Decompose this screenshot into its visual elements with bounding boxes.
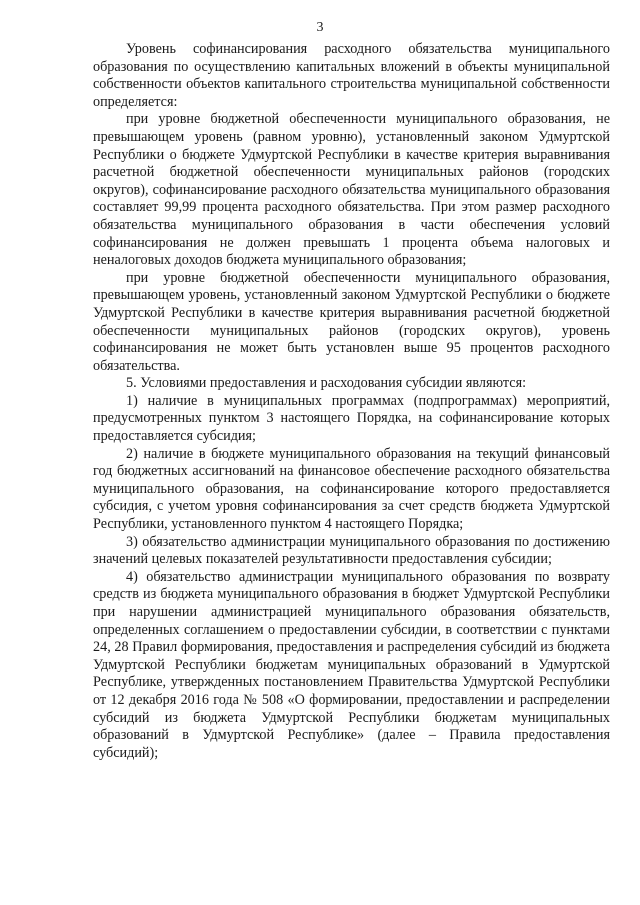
paragraph-cofinancing-level: Уровень софинансирования расходного обязательства муниципального образования по осуществлению капитальных вложений в объекты муниципальной собственности объектов капитального строительства муниципальной собственности определяется: <box>93 41 610 110</box>
paragraph-condition-4: 4) обязательство администрации муниципального образования по возврату средств из бюджета муниципального образования в бюджет Удмуртской Республики при нарушении администрацией муниципального образования обязательств, определенных соглашением о предоставлении субсидии, в соответствии с пунктами 24, 28 Правил формирования, предоставления и распределения субсидий из бюджета Удмуртской Республики бюджетам муниципальных образований в Удмуртской Республике, утвержденных постановлением Правительства Удмуртской Республики от 12 декабря 2016 года № 508 «О формировании, предоставлении и распределении субсидий из бюджета Удмуртской Республики бюджетам муниципальных образований в Удмуртской Республике» (далее – Правила предоставления субсидий); <box>93 568 610 761</box>
paragraph-condition-2: 2) наличие в бюджете муниципального образования на текущий финансовый год бюджетных ассигнований на финансовое обеспечение расходного обязательства муниципального образования, на софинансирование которого предоставляется субсидия, с учетом уровня софинансирования за счет средств бюджета Удмуртской Республики, установленного пунктом 4 настоящего Порядка; <box>93 445 610 533</box>
paragraph-not-exceeding-level: при уровне бюджетной обеспеченности муниципального образования, не превышающем уровень (равном уровню), установленный законом Удмуртской Республики о бюджете Удмуртской Республики в качестве критерия выравнивания расчетной бюджетной обеспеченности муниципальных районов (городских округов), софинансирование расходного обязательства муниципального образования составляет 99,99 процента расходного обязательства. При этом размер расходного обязательства муниципального образования в части обеспечения условий софинансирования не должен превышать 1 процента объема налоговых и неналоговых доходов бюджета муниципального образования; <box>93 111 610 269</box>
paragraph-conditions-heading: 5. Условиями предоставления и расходования субсидии являются: <box>126 375 527 392</box>
paragraph-condition-1: 1) наличие в муниципальных программах (подпрограммах) мероприятий, предусмотренных пунктом 3 настоящего Порядка, на софинансирование которых предоставляется субсидия; <box>93 392 610 445</box>
document-body <box>93 41 610 762</box>
page-number: 3 <box>316 20 324 35</box>
paragraph-exceeding-level: при уровне бюджетной обеспеченности муниципального образования, превышающем уровень, установленный законом Удмуртской Республики о бюджете Удмуртской Республики в качестве критерия выравнивания расчетной бюджетной обеспеченности муниципальных районов (городских округов), уровень софинансирования не может быть установлен выше 95 процентов расходного обязательства. <box>93 269 610 374</box>
paragraph-condition-3: 3) обязательство администрации муниципального образования по достижению значений целевых показателей результативности предоставления субсидии; <box>93 533 610 568</box>
